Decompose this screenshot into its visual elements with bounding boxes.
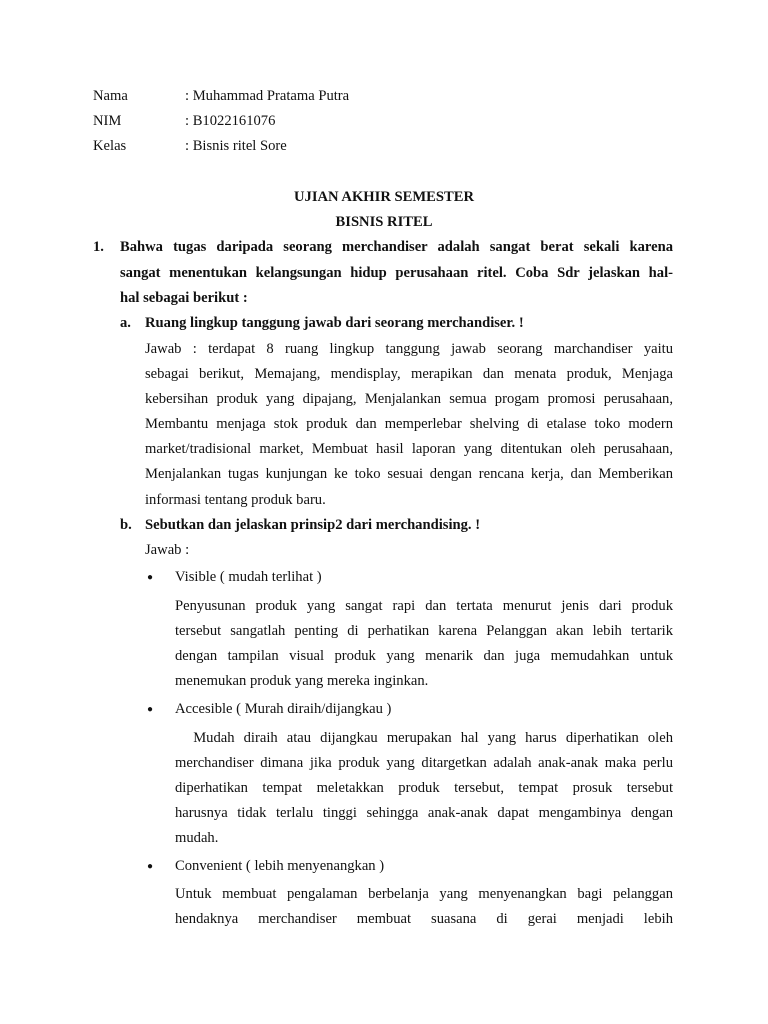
nim-value: : B1022161076 [185, 113, 276, 129]
kelas-value: : Bisnis ritel Sore [185, 138, 287, 154]
part-a-answer-line: informasi tentang produk baru. [145, 492, 326, 508]
part-a-question: Ruang lingkup tanggung jawab dari seorang merchandiser. ! [145, 315, 524, 331]
principle-text-line: hendaknya merchandiser membuat suasana di gerai menjadi lebih [175, 911, 673, 927]
principle-title: Visible ( mudah terlihat ) [175, 569, 322, 585]
question-line: Bahwa tugas daripada seorang merchandiser adalah sangat berat sekali karena [120, 239, 673, 255]
principle-title: Accesible ( Murah diraih/dijangkau ) [175, 701, 392, 717]
nama-label: Nama [93, 88, 128, 104]
principle-text-line: menemukan produk yang mereka inginkan. [175, 673, 429, 689]
part-a-answer-line: Menjalankan tugas kunjungan ke toko sesuai dengan rencana kerja, dan Memberikan [145, 466, 673, 482]
question-line: sangat menentukan kelangsungan hidup perusahaan ritel. Coba Sdr jelaskan hal- [120, 265, 673, 281]
principle-text-line: Penyusunan produk yang sangat rapi dan tertata menurut jenis dari produk [175, 598, 673, 614]
part-b-question: Sebutkan dan jelaskan prinsip2 dari merchandising. ! [145, 517, 481, 533]
principle-text-line: Mudah diraih atau dijangkau merupakan hal yang harus diperhatikan oleh [175, 730, 673, 746]
bullet-icon: ● [147, 861, 154, 872]
exam-title: UJIAN AKHIR SEMESTER [293, 189, 475, 205]
question-line: hal sebagai berikut : [120, 290, 248, 306]
bullet-icon: ● [147, 704, 154, 715]
bullet-icon: ● [147, 572, 154, 583]
part-a-letter: a. [120, 315, 131, 331]
principle-text-line: harusnya tidak terlalu tinggi sehingga anak-anak dapat mengambinya dengan [175, 805, 673, 821]
part-b-jawab: Jawab : [145, 542, 190, 558]
part-a-answer-line: kebersihan produk yang dipajang, Menjalankan semua progam promosi perusahaan, [145, 391, 673, 407]
nama-value: : Muhammad Pratama Putra [185, 88, 350, 104]
principle-text-line: diperhatikan tempat meletakkan produk tersebut, tempat prosuk tersebut [175, 780, 673, 796]
part-a-answer-line: sebagai berikut, Memajang, mendisplay, merapikan dan menata produk, Menjaga [145, 366, 673, 382]
principle-text-line: Untuk membuat pengalaman berbelanja yang menyenangkan bagi pelanggan [175, 886, 673, 902]
principle-text-line: mudah. [175, 830, 219, 846]
part-a-answer-line: Jawab : terdapat 8 ruang lingkup tanggung jawab seorang marchandiser yaitu [145, 341, 673, 357]
question-number: 1. [93, 239, 104, 255]
course-title: BISNIS RITEL [335, 214, 433, 230]
part-a-answer-line: Membantu menjaga stok produk dan memperlebar shelving di etalase toko modern [145, 416, 673, 432]
principle-text-line: dengan tampilan visual produk yang menarik dan juga memudahkan untuk [175, 648, 673, 664]
principle-text-line: tersebut sangatlah penting di perhatikan karena Pelanggan akan lebih tertarik [175, 623, 673, 639]
nim-label: NIM [93, 113, 122, 129]
principle-text-line: merchandiser dimana jika produk yang ditargetkan adalah anak-anak maka perlu [175, 755, 673, 771]
part-a-answer-line: market/tradisional market, Membuat hasil laporan yang ditentukan oleh perusahaan, [145, 441, 673, 457]
principle-title: Convenient ( lebih menyenangkan ) [175, 858, 385, 874]
kelas-label: Kelas [93, 138, 127, 154]
part-b-letter: b. [120, 517, 132, 533]
